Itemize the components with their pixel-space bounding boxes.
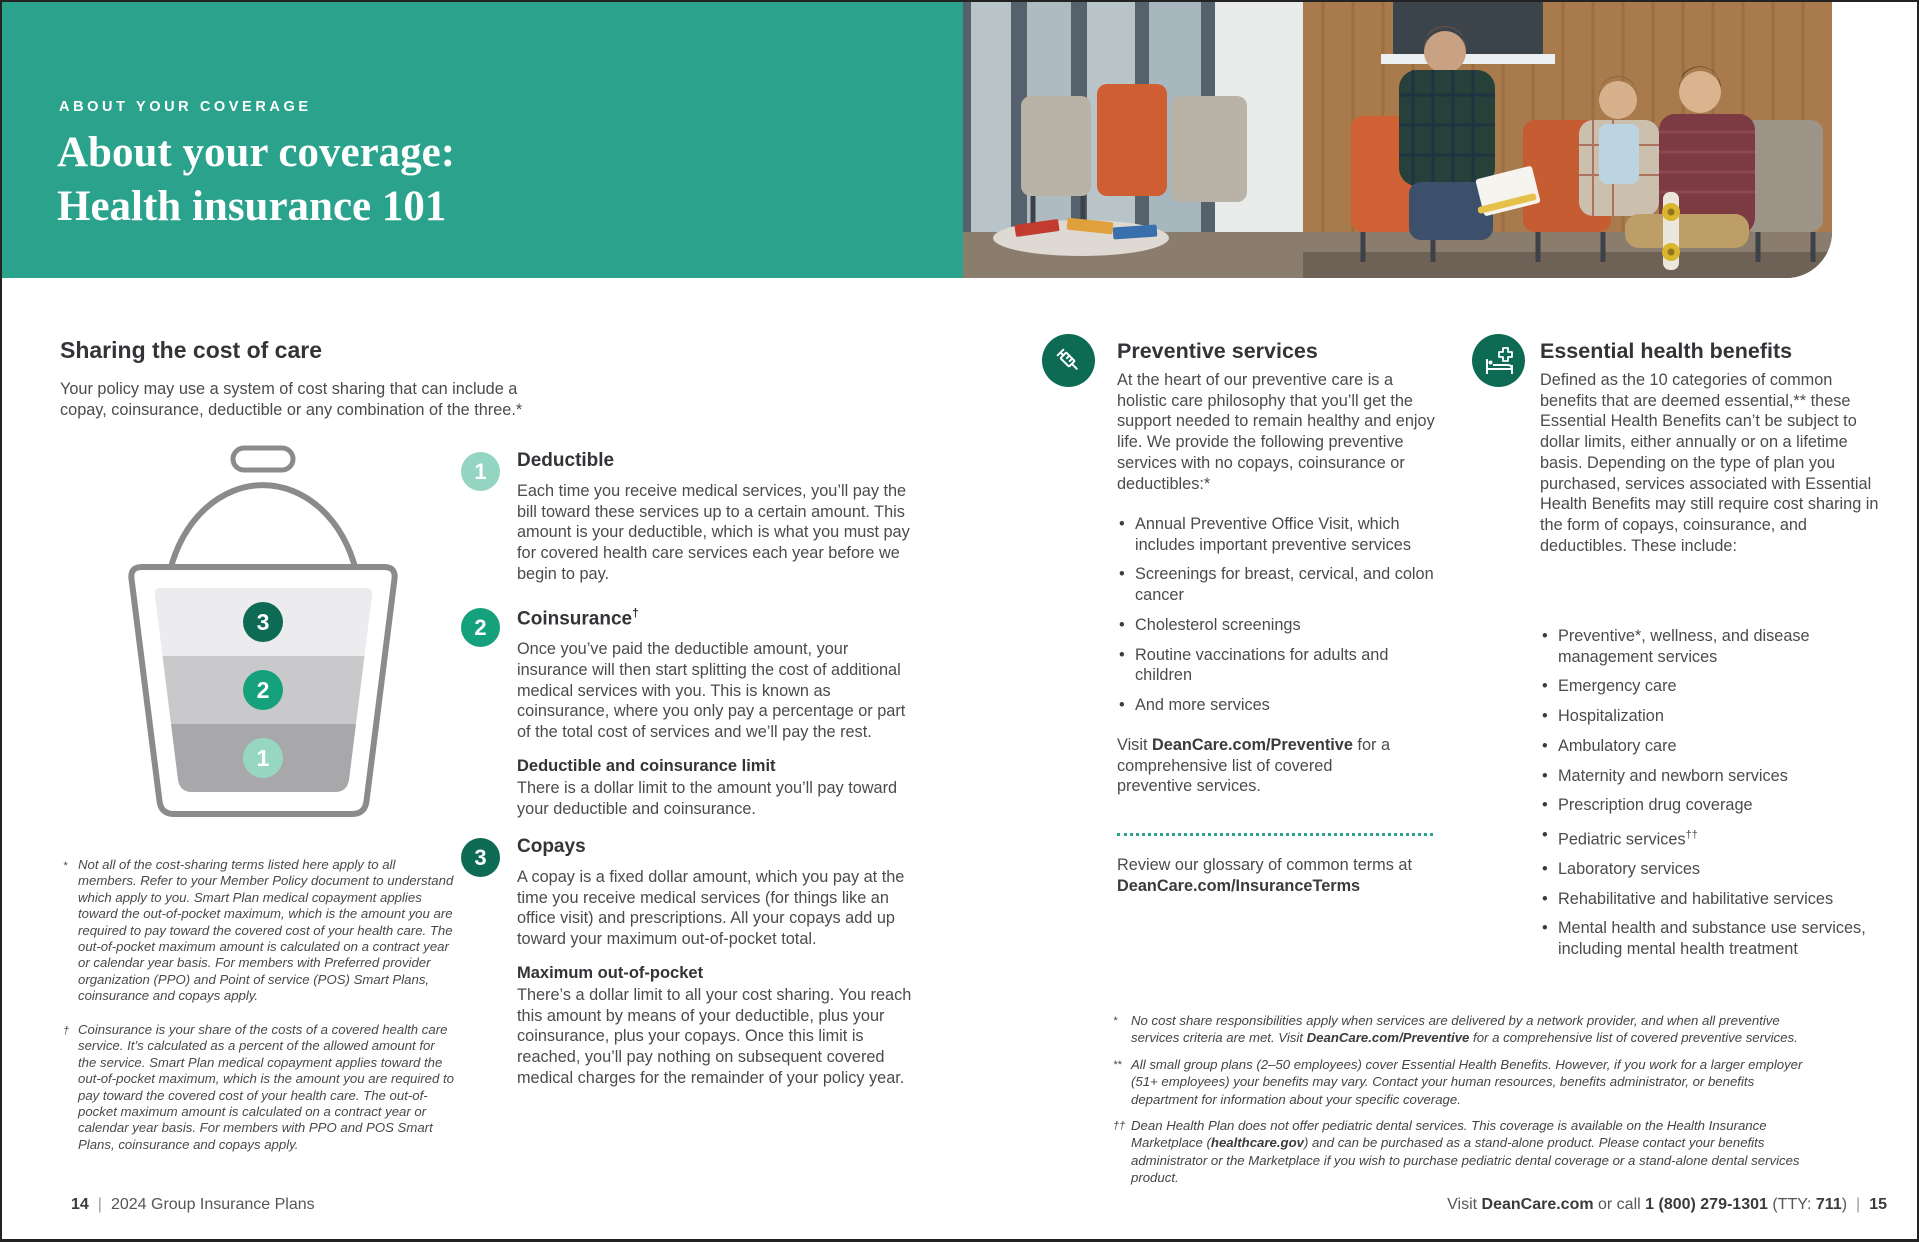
footer-contact-text: ) — [1841, 1196, 1848, 1213]
list-item-text: Emergency care — [1558, 677, 1677, 696]
item-title — [517, 836, 919, 858]
list-item-text: Preventive*, wellness, and disease management services — [1558, 627, 1810, 666]
item-title — [517, 450, 919, 472]
cost-item-coinsurance — [461, 606, 923, 819]
right-footnotes — [1113, 1012, 1813, 1196]
item-number-badge: 1 — [461, 452, 500, 491]
link-deancare-preventive[interactable]: DeanCare.com/Preventive — [1306, 1030, 1470, 1046]
visit-note-text: for a comprehensive list of covered preventive services. — [1117, 736, 1391, 796]
list-item-text: Laboratory services — [1558, 860, 1701, 879]
list-item — [1118, 695, 1448, 716]
footer-page-number: 15 — [1869, 1196, 1887, 1213]
top-edge — [0, 0, 1919, 2]
list-item — [1118, 615, 1448, 636]
sharing-intro: Your policy may use a system of cost sharing that can include a copay, coinsurance, deductible or any combination of the three.* — [60, 380, 523, 419]
list-item — [1541, 676, 1889, 697]
footnote-text: Not all of the cost-sharing terms listed here apply to all members. Refer to your Member Policy document to understand which apply to you. Smart Plan medical copayment applies toward the out-of-pocket maximum, which is the amount you are required to pay toward the covered cost of your health care. The out-of-pocket maximum amount is calculated on a contract year or calendar year basis. For members with Preferred provider organization (PPO) and Point of service (POS) Smart Plans, coinsurance and copays apply. — [78, 857, 454, 1004]
eyebrow-label: ABOUT YOUR COVERAGE — [59, 99, 312, 115]
list-item — [1541, 859, 1889, 880]
item-subtitle: Deductible and coinsurance limit — [517, 756, 776, 775]
list-item-text: Cholesterol screenings — [1135, 615, 1301, 634]
link-deancare-preventive[interactable]: DeanCare.com/Preventive — [1152, 736, 1353, 754]
page-title-line2: Health insurance 101 — [57, 183, 447, 230]
essential-bullet-list — [1541, 626, 1889, 969]
footer-label: 2024 Group Insurance Plans — [110, 1196, 315, 1213]
footnote-ref: †† — [1685, 828, 1698, 841]
preventive-icon-circle — [1042, 334, 1095, 387]
cost-item-copays — [461, 836, 923, 1088]
page-title-line1: About your coverage: — [57, 129, 456, 176]
footnote-marker: * — [1113, 1015, 1118, 1027]
preventive-heading: Preventive services — [1117, 339, 1318, 363]
essential-icon-circle — [1472, 334, 1525, 387]
link-healthcare-gov[interactable]: healthcare.gov — [1210, 1135, 1304, 1151]
bucket-diagram-art — [100, 440, 430, 850]
item-title-text: Deductible — [517, 450, 615, 471]
footnote-dagger — [63, 1022, 455, 1153]
list-item-text: Hospitalization — [1558, 707, 1664, 726]
list-item — [1541, 626, 1889, 667]
item-body: Once you’ve paid the deductible amount, your insurance will then start splitting the cost of additional medical services with you. This is known as coinsurance, where you only pay a percentage or part of the total cost of services and we’ll pay the rest. — [517, 640, 906, 742]
list-item — [1118, 564, 1448, 605]
footnote-asterisk — [63, 857, 455, 1005]
list-item — [1541, 889, 1889, 910]
list-item-text: Maternity and newborn services — [1558, 766, 1788, 785]
list-item — [1118, 645, 1448, 686]
list-item-text: Mental health and substance use services, including mental health treatment — [1558, 919, 1866, 959]
list-item — [1541, 706, 1889, 727]
footnote-ref: † — [632, 606, 639, 620]
hospital-bed-cross-icon — [1483, 345, 1515, 377]
waiting-room-photo — [963, 0, 1832, 278]
list-item-text: Pediatric services — [1558, 830, 1686, 849]
list-item-text: Rehabilitative and habilitative services — [1558, 889, 1834, 908]
footnote-text-part: All small group plans (2–50 employees) cover Essential Health Benefits. However, if you work for a larger employer (51+ employees) your benefits may vary. Contact your human resources, benefits administrator, or benefits department for information about your specific coverage. — [1131, 1056, 1803, 1107]
list-item — [1541, 766, 1889, 787]
item-number-badge: 3 — [461, 838, 500, 877]
bucket-level-3: 3 — [256, 609, 270, 635]
preventive-bullet-list — [1118, 514, 1448, 725]
item-body: Each time you receive medical services, you’ll pay the bill toward these services up to a certain amount. This amount is your deductible, which is what you must pay for covered health care services each year before we begin to pay. — [517, 482, 910, 583]
list-item-text: Routine vaccinations for adults and children — [1135, 645, 1389, 685]
preventive-visit-note — [1117, 735, 1409, 797]
essential-body: Defined as the 10 categories of common benefits that are deemed essential,** these Essential Health Benefits can’t be subject to dollar limits, either annually or on a lifetime basis. Depending on the type of plan you purchased, services associated with Essential Health Benefits may still require cost sharing in the form of copays, coinsurance, and deductibles. These include: — [1540, 371, 1879, 555]
waiting-room-photo-art — [963, 0, 1832, 278]
footnote-marker: ** — [1113, 1058, 1122, 1071]
sharing-heading: Sharing the cost of care — [60, 337, 323, 363]
footnote-double-asterisk — [1113, 1056, 1813, 1108]
bucket-level-1: 1 — [256, 745, 270, 771]
footer-page-number: 14 — [71, 1196, 89, 1213]
bucket-level-2: 2 — [256, 677, 270, 703]
footer-left — [71, 1196, 315, 1214]
list-item — [1118, 514, 1448, 555]
item-title — [517, 606, 919, 630]
item-subtitle: Maximum out-of-pocket — [517, 963, 704, 982]
dotted-divider — [1117, 833, 1433, 836]
footer-separator: | — [97, 1196, 102, 1213]
footnote-text — [1131, 1117, 1813, 1187]
list-item-text: Prescription drug coverage — [1558, 796, 1753, 815]
item-text — [517, 450, 919, 585]
page-title — [57, 126, 455, 234]
link-deancare[interactable]: DeanCare.com — [1481, 1196, 1594, 1213]
item-text — [517, 836, 919, 1088]
list-item-text: Annual Preventive Office Visit, which includes important preventive services — [1135, 515, 1412, 554]
footnote-text-part: Dean Health Plan does not offer pediatric dental services. This coverage is available on the Health Insurance Marketplace ( — [1131, 1118, 1767, 1151]
essential-heading: Essential health benefits — [1540, 339, 1793, 363]
list-item — [1541, 918, 1889, 959]
link-deancare-insuranceterms[interactable]: DeanCare.com/InsuranceTerms — [1117, 876, 1361, 895]
list-item — [1541, 795, 1889, 816]
tty-number: 711 — [1815, 1196, 1842, 1213]
footer-contact-text: (TTY: — [1767, 1196, 1816, 1213]
syringe-icon — [1054, 346, 1084, 376]
cost-item-deductible — [461, 450, 923, 585]
left-edge — [0, 0, 2, 1242]
item-body: A copay is a fixed dollar amount, which you pay at the time you receive medical services (for things like an office visit) and prescriptions. All your copays add up toward your maximum out-of-pocket total. — [517, 868, 905, 949]
preventive-body: At the heart of our preventive care is a holistic care philosophy that you’ll get the support needed to remain healthy and enjoy life. We provide the following preventive services with no copays, coinsurance or deductibles:* — [1117, 371, 1435, 493]
footnote-double-dagger — [1113, 1117, 1813, 1187]
list-item — [1541, 825, 1889, 850]
item-number-badge: 2 — [461, 608, 500, 647]
footnote-marker: † — [63, 1025, 70, 1037]
glossary-note — [1117, 855, 1419, 896]
footnote-marker: †† — [1113, 1120, 1126, 1133]
footnote-text-part: ) and can be purchased as a stand-alone product. Please contact your benefits administrator or the Marketplace if you wish to purchase pediatric dental coverage or a stand-alone dental services product. — [1131, 1135, 1800, 1186]
item-subbody: There is a dollar limit to the amount you’ll pay toward your deductible and coinsurance. — [517, 778, 898, 818]
footnote-text-part: for a comprehensive list of covered preventive services. — [1469, 1030, 1798, 1046]
phone-number[interactable]: 1 (800) 279-1301 — [1645, 1196, 1768, 1213]
footer-contact-text: Visit — [1447, 1196, 1482, 1213]
item-subbody: There’s a dollar limit to all your cost sharing. You reach this amount by means of your deductible, plus your coinsurance, plus your copays. Once this limit is reached, you’ll pay nothing on subsequent covered medical charges for the remainder of your policy year. — [517, 985, 912, 1087]
list-item-text: Screenings for breast, cervical, and colon cancer — [1135, 565, 1434, 605]
footnote-asterisk — [1113, 1012, 1813, 1047]
list-item — [1541, 736, 1889, 757]
footer-right — [1447, 1196, 1887, 1214]
list-item-text: And more services — [1135, 695, 1270, 714]
footnote-text — [1131, 1056, 1813, 1108]
visit-note-text: Visit — [1117, 736, 1152, 754]
footnote-text — [1131, 1012, 1813, 1047]
item-title-text: Coinsurance — [517, 608, 633, 630]
item-title-text: Copays — [517, 836, 586, 857]
footnote-text: Coinsurance is your share of the costs of a covered health care service. It’s calculated as a percent of the allowed amount for the service. Smart Plan medical copayment applies toward the out-of-pocket maximum, which is the amount you are required to pay toward the covered cost of your health care. The out-of-pocket maximum amount is calculated on a contract year or calendar year basis. For members with PPO and POS Smart Plans, coinsurance and copays apply. — [78, 1022, 455, 1152]
footer-contact-text: or call — [1593, 1196, 1646, 1213]
footer-separator: | — [1856, 1196, 1861, 1213]
glossary-note-text: Review our glossary of common terms at — [1117, 856, 1412, 874]
bucket-diagram — [100, 440, 430, 855]
footnote-text-part: No cost share responsibilities apply when services are delivered by a network provider, and when all preventive services criteria are met. Visit — [1131, 1013, 1780, 1046]
item-text — [517, 606, 919, 819]
list-item-text: Ambulatory care — [1558, 736, 1677, 755]
footnote-marker: * — [63, 860, 68, 872]
